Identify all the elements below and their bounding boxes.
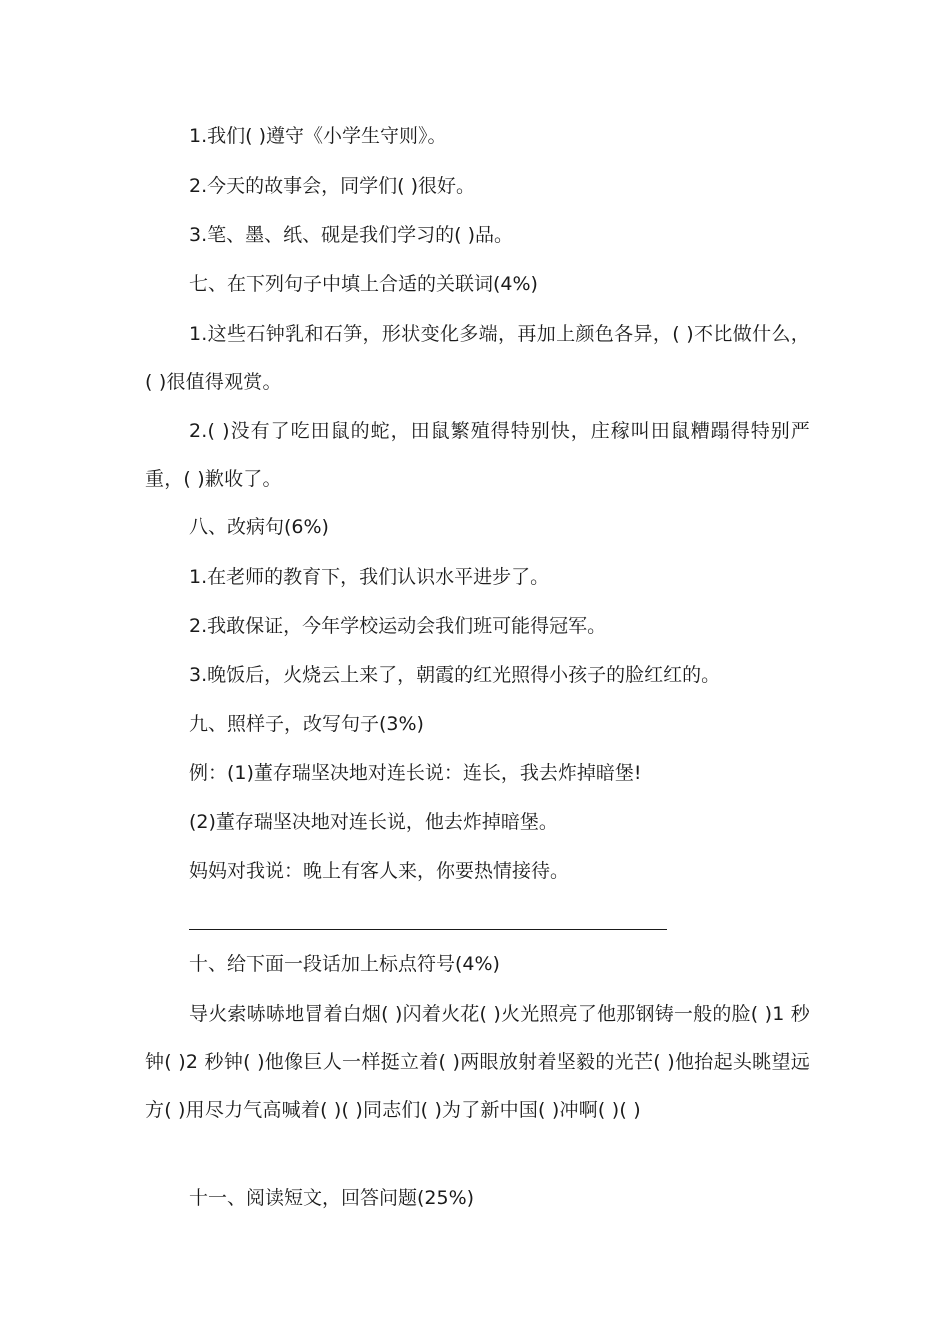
section-8-heading: 八、改病句(6%) — [189, 516, 329, 538]
question-9-prompt: 妈妈对我说：晚上有客人来，你要热情接待。 — [189, 860, 570, 882]
question-8-item-1: 1.在老师的教育下，我们认识水平进步了。 — [189, 566, 550, 588]
section-7-heading: 七、在下列句子中填上合适的关联词(4%) — [189, 273, 538, 295]
question-6-item-2: 2.今天的故事会，同学们( )很好。 — [189, 175, 475, 197]
question-10-passage: 导火索哧哧地冒着白烟( )闪着火花( )火光照亮了他那钢铸一般的脸( )1 秒钟( )2 秒钟( )他像巨人一样挺立着( )两眼放射着坚毅的光芒( )他抬起头眺望远方( )用尽力气高喊着( )( )同志们( )为了新中国( )冲啊( )( ) — [145, 1003, 810, 1121]
question-7-item-2: 2.( )没有了吃田鼠的蛇，田鼠繁殖得特别快，庄稼叫田鼠糟蹋得特别严重，( )歉收了。 — [145, 420, 810, 490]
question-8-item-2: 2.我敢保证，今年学校运动会我们班可能得冠军。 — [189, 615, 607, 637]
section-11-heading: 十一、阅读短文，回答问题(25%) — [189, 1187, 475, 1209]
question-9-example-1: 例：(1)董存瑞坚决地对连长说：连长，我去炸掉暗堡! — [189, 762, 642, 784]
question-6-item-1: 1.我们( )遵守《小学生守则》。 — [189, 125, 447, 147]
question-8-item-3: 3.晚饭后，火烧云上来了，朝霞的红光照得小孩子的脸红红的。 — [189, 664, 721, 686]
question-6-item-3: 3.笔、墨、纸、砚是我们学习的( )品。 — [189, 224, 513, 246]
question-9-example-2: (2)董存瑞坚决地对连长说，他去炸掉暗堡。 — [189, 811, 558, 833]
section-10-heading: 十、给下面一段话加上标点符号(4%) — [189, 953, 500, 975]
question-7-item-1: 1.这些石钟乳和石笋，形状变化多端，再加上颜色各异，( )不比做什么，( )很值得观赏。 — [145, 323, 810, 393]
section-9-heading: 九、照样子，改写句子(3%) — [189, 713, 424, 735]
answer-blank-line — [189, 929, 667, 930]
